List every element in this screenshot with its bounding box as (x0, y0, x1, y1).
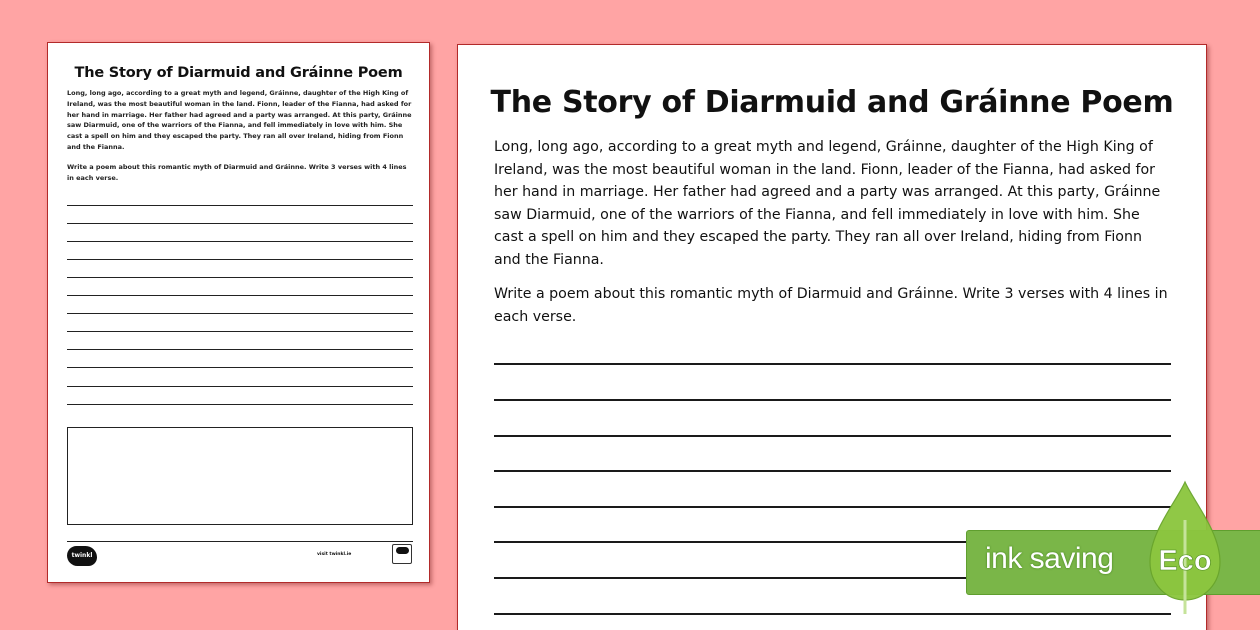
writing-line (67, 295, 413, 296)
ink-saving-label: ink saving (985, 542, 1114, 575)
writing-line (67, 313, 413, 314)
writing-line (494, 470, 1171, 472)
twinkl-logo: twinkl (67, 546, 97, 566)
thumbnail-instruction: Write a poem about this romantic myth of Diarmuid and Gráinne. Write 3 verses with 4 lines in each verse. (67, 163, 407, 182)
writing-line (67, 259, 413, 260)
quality-badge-icon (392, 544, 412, 564)
instruction-paragraph: Write a poem about this romantic myth of Diarmuid and Gráinne. Write 3 verses with 4 lines in each verse. (494, 286, 1168, 325)
writing-line (67, 241, 413, 242)
footer-divider (67, 541, 413, 542)
thumbnail-story-paragraph: Long, long ago, according to a great myth and legend, Gráinne, daughter of the High King of Ireland, was the most beautiful woman in the land. Fionn, leader of the Fianna, had asked for her hand in marriage. Her father had agreed and a party was arranged. At this party, Gráinne saw Diarmuid, one of the warriors of the Fianna, and fell immediately in love with him. She cast a spell on him and they escaped the party. They ran all over Ireland, hiding from Fionn and the Fianna. (67, 89, 412, 151)
eco-leaf-icon (1146, 480, 1224, 616)
writing-line (494, 613, 1171, 615)
writing-line (494, 399, 1171, 401)
writing-line (67, 223, 413, 224)
writing-line (494, 506, 1171, 508)
writing-line (67, 331, 413, 332)
drawing-box (67, 427, 413, 525)
story-paragraph: Long, long ago, according to a great myth and legend, Gráinne, daughter of the High King of Ireland, was the most beautiful woman in the land. Fionn, leader of the Fianna, had asked for her hand in marriage. Her father had agreed and a party was arranged. At this party, Gráinne saw Diarmuid, one of the warriors of the Fianna, and fell immediately in love with him. She cast a spell on him and they escaped the party. They ran all over Ireland, hiding from Fionn and the Fianna. (494, 139, 1161, 268)
visit-website-text: visit twinkl.ie (317, 552, 352, 557)
writing-line (494, 363, 1171, 365)
writing-line (67, 277, 413, 278)
writing-line (67, 205, 413, 206)
eco-leaf-text: Eco (1158, 545, 1212, 577)
writing-line (67, 386, 413, 387)
writing-line (67, 367, 413, 368)
worksheet-thumbnail[interactable] (47, 42, 430, 583)
writing-line (494, 435, 1171, 437)
writing-line (67, 349, 413, 350)
thumbnail-title: The Story of Diarmuid and Gráinne Poem (74, 65, 403, 81)
writing-line (67, 404, 413, 405)
page-title: The Story of Diarmuid and Gráinne Poem (490, 85, 1174, 120)
